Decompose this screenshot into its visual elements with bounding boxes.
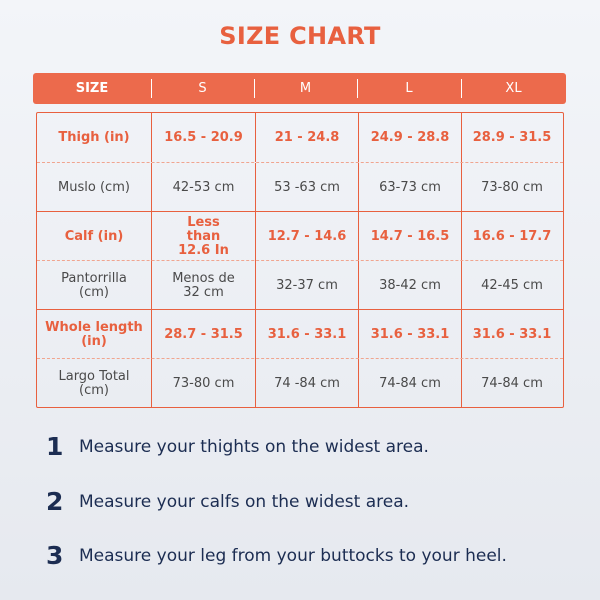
header-s: S [151, 73, 254, 104]
row-label: Largo Total (cm) [58, 368, 130, 398]
instruction-step-3 [46, 541, 507, 570]
row-label: Pantorrilla (cm) [61, 270, 127, 300]
cell-l: 31.6 - 33.1 [358, 310, 461, 359]
step-text: Measure your leg from your buttocks to your heel. [79, 545, 507, 566]
cell-m: 74 -84 cm [255, 359, 358, 408]
cell-m: 31.6 - 33.1 [255, 310, 358, 359]
cell-l: 14.7 - 16.5 [358, 212, 461, 261]
size-chart-title: SIZE CHART [219, 22, 381, 50]
cell-xl: 73-80 cm [461, 163, 562, 212]
cell-m: 12.7 - 14.6 [255, 212, 358, 261]
step-text: Measure your thights on the widest area. [79, 436, 429, 457]
cell-xl: 28.9 - 31.5 [461, 113, 562, 162]
cell-m: 21 - 24.8 [255, 113, 358, 162]
cell-s: 42-53 cm [151, 163, 255, 212]
table-row-muslo-cm [37, 162, 563, 212]
size-header-bar [33, 73, 566, 104]
cell-l: 74-84 cm [358, 359, 461, 408]
table-row-pantorrilla-cm [37, 260, 563, 310]
cell-s: 28.7 - 31.5 [151, 310, 255, 359]
cell-s: Menos de 32 cm [151, 261, 255, 310]
cell-xl: 74-84 cm [461, 359, 562, 408]
step-text: Measure your calfs on the widest area. [79, 491, 410, 512]
table-row-largo-total-cm [37, 358, 563, 408]
row-label: Thigh (in) [58, 129, 130, 145]
step-number: 2 [46, 487, 64, 516]
row-label: Calf (in) [64, 228, 124, 244]
step-number: 3 [46, 541, 64, 570]
cell-xl: 42-45 cm [461, 261, 562, 310]
size-table [36, 112, 564, 408]
table-row-whole-length-in [37, 309, 563, 359]
cell-s: 16.5 - 20.9 [151, 113, 255, 162]
cell-xl: 16.6 - 17.7 [461, 212, 562, 261]
cell-m: 32-37 cm [255, 261, 358, 310]
cell-l: 63-73 cm [358, 163, 461, 212]
header-m: M [254, 73, 357, 104]
cell-s: 73-80 cm [151, 359, 255, 408]
row-label: Whole length (in) [45, 319, 143, 349]
header-xl: XL [461, 73, 566, 104]
cell-m: 53 -63 cm [255, 163, 358, 212]
cell-l: 38-42 cm [358, 261, 461, 310]
header-l: L [357, 73, 461, 104]
cell-s: Less than 12.6 In [151, 212, 255, 261]
table-row-thigh-in [37, 113, 563, 162]
instruction-step-2 [46, 487, 409, 516]
step-number: 1 [46, 432, 64, 461]
cell-xl: 31.6 - 33.1 [461, 310, 562, 359]
header-size: SIZE [75, 81, 109, 96]
table-row-calf-in [37, 211, 563, 261]
cell-l: 24.9 - 28.8 [358, 113, 461, 162]
instruction-step-1 [46, 432, 429, 461]
row-label: Muslo (cm) [58, 179, 130, 195]
